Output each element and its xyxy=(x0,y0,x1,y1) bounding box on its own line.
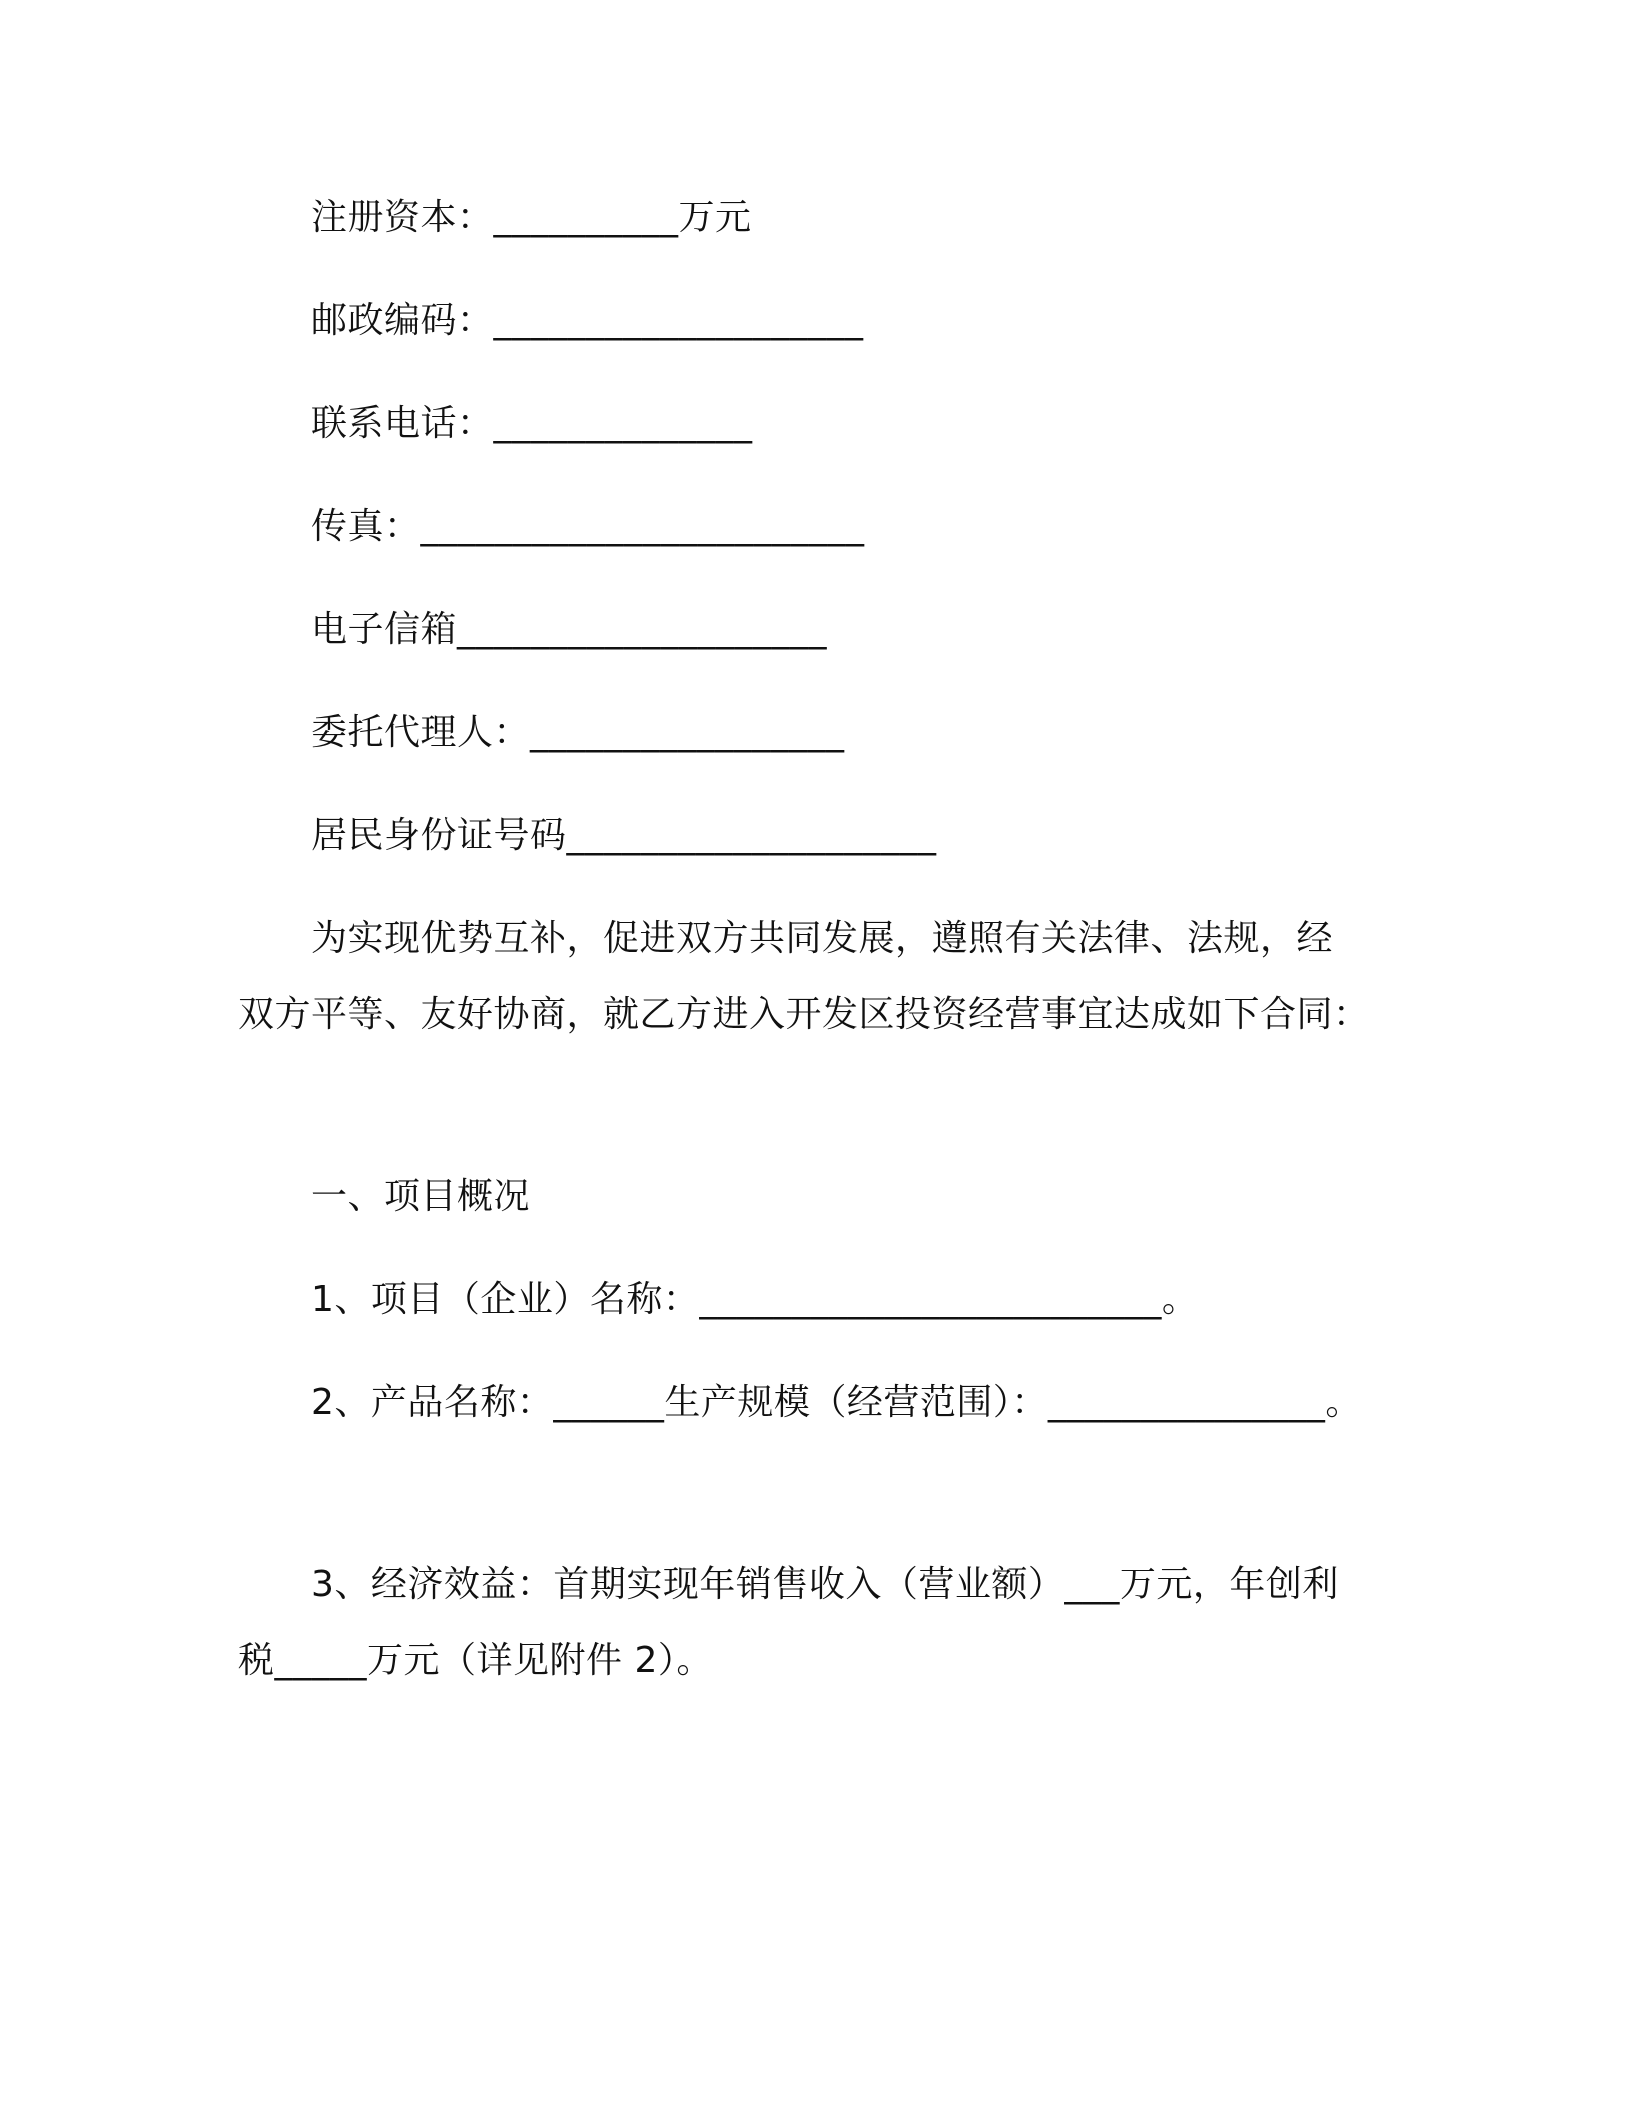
phone-field: 联系电话：______________ xyxy=(311,403,753,444)
section-heading: 一、项目概况 xyxy=(311,1176,531,1217)
intro-paragraph-line-2: 双方平等、友好协商，就乙方进入开发区投资经营事宜达成如下合同： xyxy=(238,994,1370,1035)
economic-benefit-line-1: 3、经济效益：首期实现年销售收入（营业额）___万元，年创利 xyxy=(311,1564,1339,1605)
authorized-agent-field: 委托代理人：_________________ xyxy=(311,712,845,753)
intro-paragraph-line-1: 为实现优势互补，促进双方共同发展，遵照有关法律、法规，经 xyxy=(311,918,1334,959)
product-name-item: 2、产品名称：______生产规模（经营范围）：_______________。 xyxy=(311,1382,1362,1423)
postal-code-field: 邮政编码：____________________ xyxy=(311,300,864,341)
project-name-item: 1、项目（企业）名称：_________________________。 xyxy=(311,1279,1199,1320)
email-field: 电子信箱____________________ xyxy=(311,609,828,650)
id-number-field: 居民身份证号码____________________ xyxy=(311,815,937,856)
fax-field: 传真：________________________ xyxy=(311,506,865,547)
registered-capital-field: 注册资本：__________万元 xyxy=(311,197,752,238)
economic-benefit-line-2: 税_____万元（详见附件 2）。 xyxy=(238,1640,713,1681)
